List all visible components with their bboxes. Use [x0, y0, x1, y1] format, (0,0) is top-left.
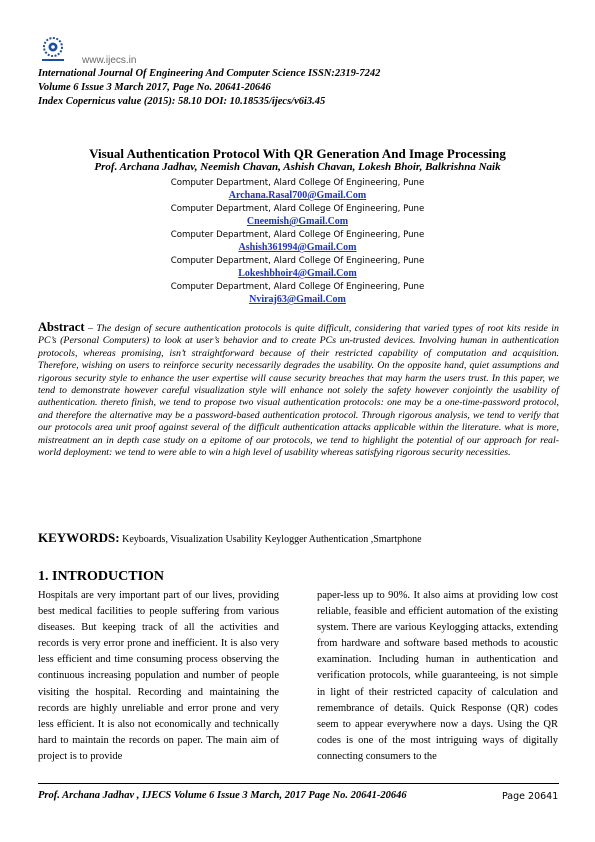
page-number: Page 20641: [502, 791, 559, 802]
paper-title: Visual Authentication Protocol With QR Generation And Image Processing: [89, 146, 506, 161]
affiliation: Computer Department, Alard College Of Engineering, Pune: [170, 282, 425, 292]
affiliation: Computer Department, Alard College Of Engineering, Pune: [170, 178, 425, 188]
journal-logo-icon: [38, 34, 68, 64]
footer-citation: Prof. Archana Jadhav , IJECS Volume 6 Issue 3 March, 2017 Page No. 20641-20646: [38, 790, 407, 801]
author-email[interactable]: Lokeshbhoir4@Gmail.Com: [238, 268, 357, 279]
body-column-left: Hospitals are very important part of our lives, providing best medical facilities to people suffering from various diseases. But keeping track of all the activities and records is very error prone and inefficient. It is also very less efficient and time consuming process observing the continuous increasing population and number of people visiting the hospital. Recording and maintaining the records are highly unreliable and error prone and very less efficient. It is also not economically and technically hard to maintain the records on paper. The main aim of project is to provide: [38, 590, 279, 762]
abstract-text: – The design of secure authentication protocols is quite difficult, considering that varied types of root kits reside in PC’s (Personal Computers) to look at user’s behavior and to create PCs un-trusted devices. Involving human in authentication protocols, whereas promising, isn’t straightforward because of their restricted capability of computation and acquisition. Therefore, wishing on users to reinforce security necessarily degrades the usability. On the opposite hand, quiet assumptions and rigorous security style to enhance the user expertise will cause security breaches that may harm the users trust. In this paper, we tend to demonstrate however careful visualization style will enhance not solely the safety however conjointly the usability of authentication. thereto finish, we tend to propose two visual authentication protocols: one may be a one-time-password protocol, and therefore the alternative may be a password-based authentication protocol. Through rigorous analysis, we tend to verify that our protocols area unit proof against several of the difficult authentication attacks applicable within the literature. what is more, mistreatment an in depth case study on a epitome of our protocols, we tend to highlight the potential of our approach for real-world deployment: we tend to were able to win a high level of usability whereas satisfying rigorous security necessities.: [38, 323, 559, 459]
paper-authors: Prof. Archana Jadhav, Neemish Chavan, Ashish Chavan, Lokesh Bhoir, Balkrishna Naik: [94, 161, 501, 173]
keywords: [38, 530, 559, 546]
abstract-label: Abstract: [38, 320, 85, 334]
author-email[interactable]: Ashish361994@Gmail.Com: [238, 242, 357, 253]
affiliation: Computer Department, Alard College Of Engineering, Pune: [170, 204, 425, 214]
affiliation: Computer Department, Alard College Of Engineering, Pune: [170, 230, 425, 240]
site-url[interactable]: www.ijecs.in: [82, 55, 137, 66]
author-email[interactable]: Cneemish@Gmail.Com: [246, 216, 349, 227]
affiliation: Computer Department, Alard College Of Engineering, Pune: [170, 256, 425, 266]
journal-volume: Volume 6 Issue 3 March 2017, Page No. 20641-20646: [38, 82, 271, 93]
footer-divider: [38, 783, 559, 784]
author-email[interactable]: Nviraj63@Gmail.Com: [249, 294, 346, 305]
abstract-paragraph: [38, 321, 559, 459]
section-heading: 1. INTRODUCTION: [38, 569, 165, 584]
keywords-label: KEYWORDS:: [38, 530, 120, 545]
body-column-right: paper-less up to 90%. It also aims at providing low cost reliable, feasible and efficient automation of the existing system. There are various Keylogging attacks, extending from hardware and software based methods to acoustic examination. Including human in authentication and verification protocols, while guaranteeing, is not simple in light of their restricted capacity of calculation and remembrance of details. Quick Response (QR) codes seem to appear everywhere now a days. Using the QR codes is one of the most intriguing ways of digitally connecting consumers to the: [317, 590, 558, 762]
journal-doi: Index Copernicus value (2015): 58.10 DOI: 10.18535/ijecs/v6i3.45: [38, 96, 326, 107]
journal-name: International Journal Of Engineering And Computer Science ISSN:2319-7242: [38, 68, 381, 79]
keywords-text: Keyboards, Visualization Usability Keylogger Authentication ,Smartphone: [119, 534, 422, 545]
author-email[interactable]: Archana.Rasal700@Gmail.Com: [228, 190, 367, 201]
